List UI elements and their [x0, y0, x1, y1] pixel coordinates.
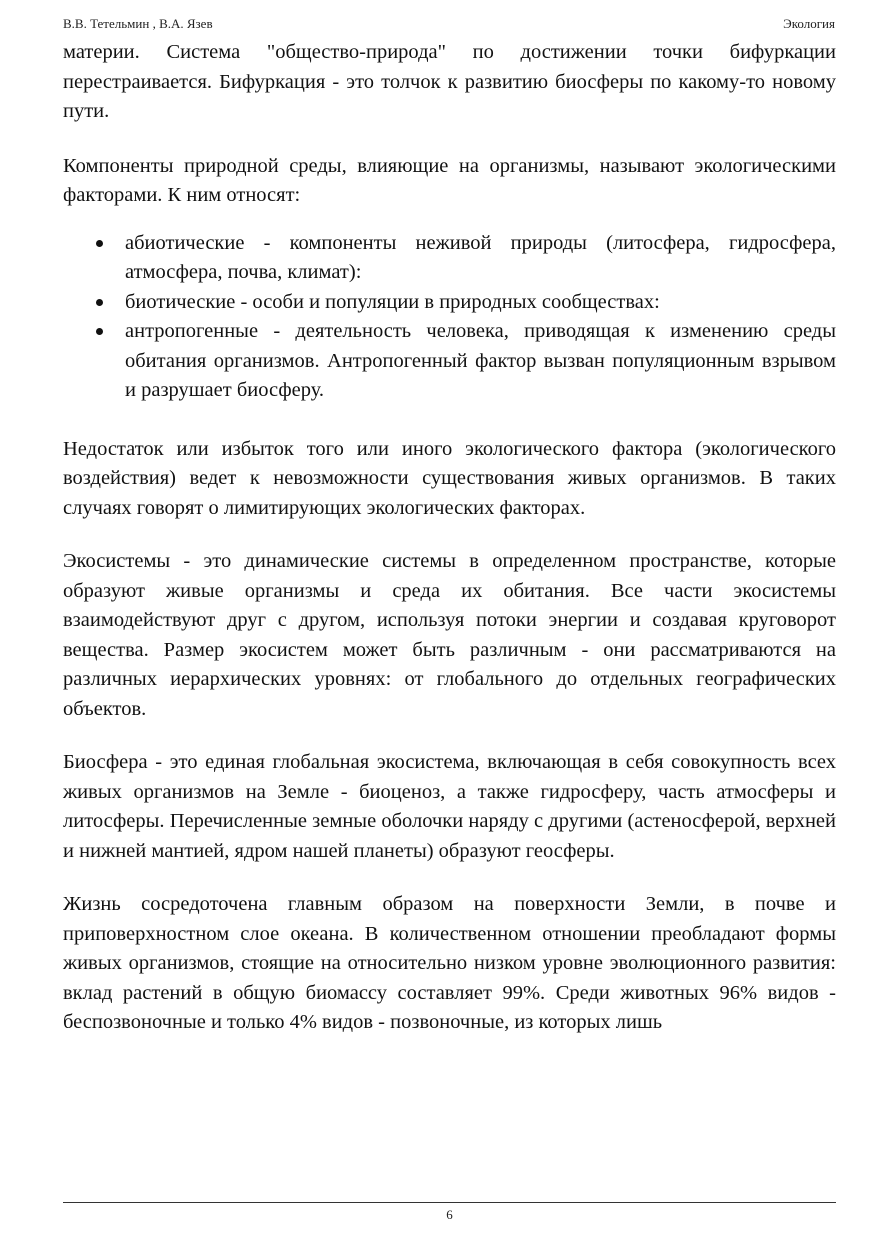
page-number: 6 — [446, 1207, 453, 1222]
paragraph-limiting-factors: Недостаток или избыток того или иного экологического фактора (экологического воздействия) ведет к невозможности существования живых организмов. В таких случаях говорят о лимитирующих экологических факторах. — [63, 437, 836, 519]
paragraph-ecological-factors-intro: Компоненты природной среды, влияющие на организмы, называют экологическими факторами. К ним относят: — [63, 154, 836, 206]
footer-divider — [63, 1202, 836, 1203]
list-item — [125, 317, 836, 406]
header-subject: Экология — [783, 16, 835, 31]
list-item-text: биотические - особи и популяции в природных сообществах: — [125, 290, 660, 313]
paragraph-biosphere: Биосфера - это единая глобальная экосистема, включающая в себя совокупность всех живых организмов на Земле - биоценоз, а также гидросферу, часть атмосферы и литосферы. Перечисленные земные оболочки наряду с другими (астеносферой, верхней и нижней мантией, ядром нашей планеты) образуют геосферы. — [63, 751, 836, 862]
header-authors: В.В. Тетельмин , В.А. Язев — [63, 16, 213, 31]
list-item — [125, 288, 836, 318]
bullet-icon — [96, 328, 103, 335]
list-item — [125, 229, 836, 288]
bullet-icon — [96, 299, 103, 306]
page-body — [63, 38, 836, 1062]
page-header — [63, 14, 835, 34]
list-item-text: абиотические - компоненты неживой природы (литосфера, гидросфера, атмосфера, почва, климат): — [125, 231, 836, 283]
paragraph-life-distribution: Жизнь сосредоточена главным образом на поверхности Земли, в почве и приповерхностном слое океана. В количественном отношении преобладают формы живых организмов, стоящие на относительно низком уровне эволюционного развития: вклад растений в общую биомассу составляет 99%. Среди животных 96% видов - беспозвоночные и только 4% видов - позвоночные, из которых лишь — [63, 893, 836, 1033]
bullet-icon — [96, 240, 103, 247]
list-item-text: антропогенные - деятельность человека, приводящая к изменению среды обитания организмов. Антропогенный фактор вызван популяционным взрывом и разрушает биосферу. — [125, 320, 836, 401]
paragraph-ecosystems: Экосистемы - это динамические системы в определенном пространстве, которые образуют живые организмы и среда их обитания. Все части экосистемы взаимодействуют друг с другом, используя потоки энергии и создавая круговорот вещества. Размер экосистем может быть различным - они рассматриваются на различных иерархических уровнях: от глобального до отдельных географических объектов. — [63, 550, 836, 720]
paragraph-bifurcation: материи. Система "общество-природа" по достижении точки бифуркации перестраивается. Бифуркация - это толчок к развитию биосферы по какому-то новому пути. — [63, 41, 836, 122]
factors-list — [63, 229, 836, 406]
